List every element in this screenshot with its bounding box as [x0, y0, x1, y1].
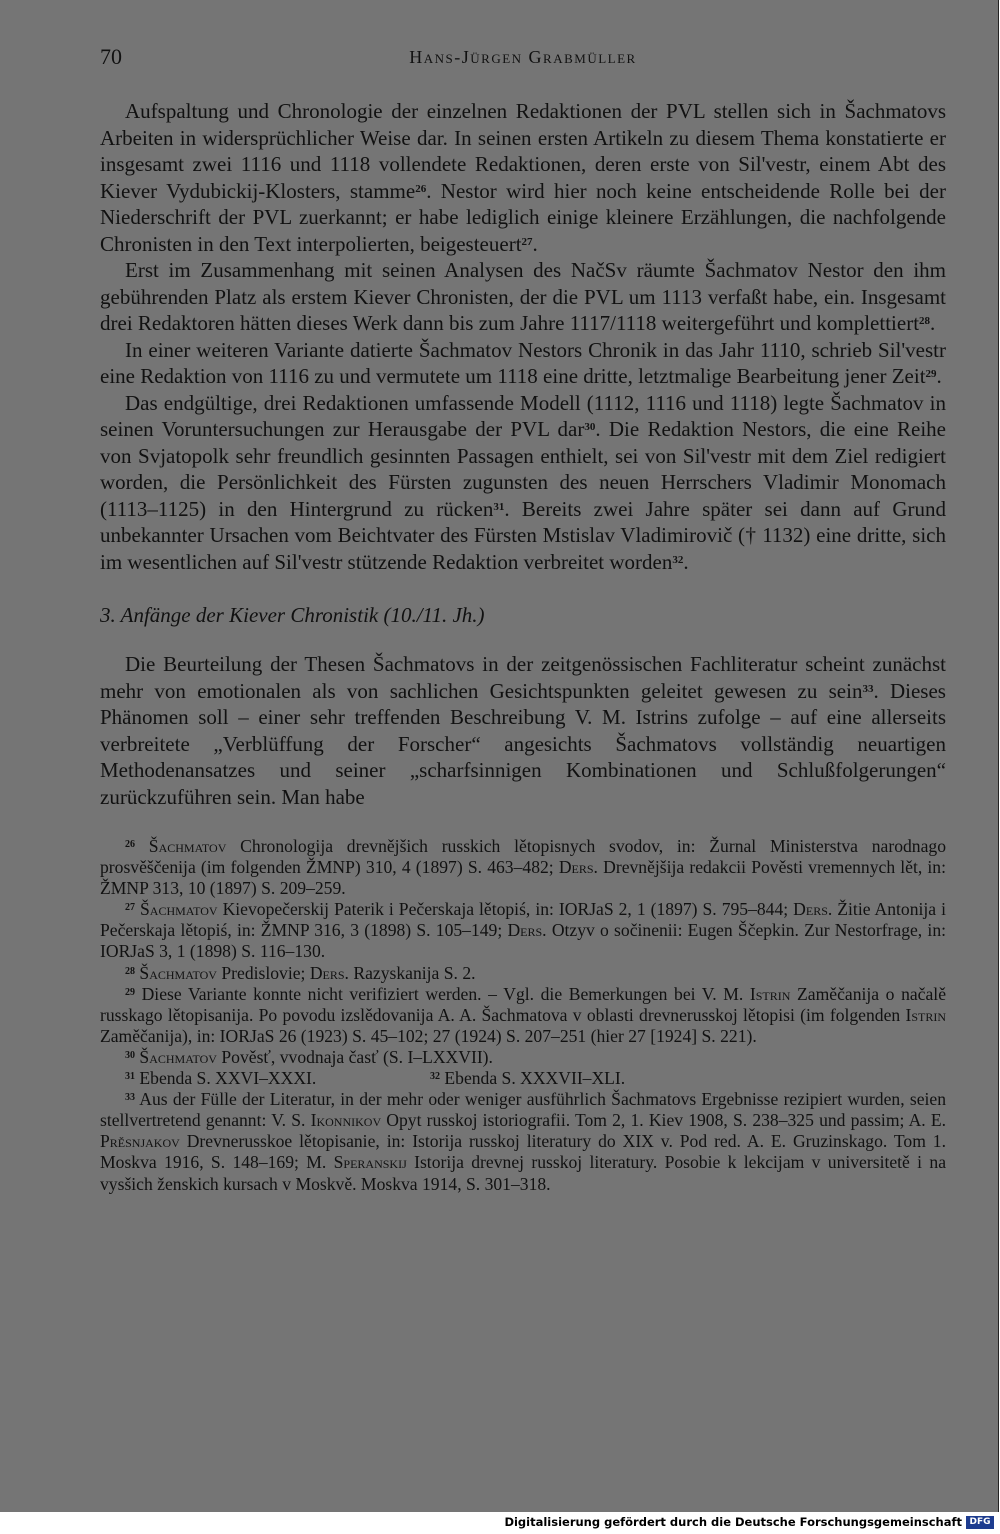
paragraph-3: In einer weiteren Variante datierte Šachmatov Nestors Chronik in das Jahr 1110, schrieb Sil'vestr eine Redaktion von 1116 zu und vermutete um 1118 eine dritte, letztmalige Bearbeitung jener Zeit$^{29}$. [100, 337, 946, 388]
footnote-ref-32[interactable]: 32 [672, 553, 684, 566]
footnote-ref-26[interactable]: 26 [415, 182, 427, 195]
running-head: Hans-Jürgen Grabmüller [409, 47, 637, 67]
footer-credit: Digitalisierung gefördert durch die Deutsche Forschungsgemeinschaft [504, 1515, 962, 1529]
footnote-ref-30[interactable]: 30 [584, 421, 596, 433]
paragraph-2: Erst im Zusammenhang mit seinen Analysen des NačSv räumte Šachmatov Nestor den ihm gebührenden Platz als erstem Kiever Chronisten, der die PVL um 1113 verfaßt habe, ein. Insgesamt drei Redaktoren hätten dieses Werk dann bis zum Jahre 1117/1118 weitergeführt und komplettiert$^{28}$. [100, 258, 946, 335]
page-header [100, 44, 946, 74]
footnote-ref-31[interactable]: 31 [493, 500, 505, 513]
footnote-30: $^{30}$ Šachmatov Pověsť, vvodnaja časť (S. I–LXXVII). [125, 1046, 493, 1067]
footnote-33: $^{33}$ Aus der Fülle der Literatur, in der mehr oder weniger ausführlich Šachmatovs Ergebnisse rezipiert wurden, seien stellvertretend genannt: V. S. Ikonnikov Opyt russkoj istoriografii. Tom 2, 1. Kiev 1908, S. 238–325 und passim; A. E. Prěsnjakov Drevnerusskoe lětopisanie, in: Istorija russkoj literatury do XIX v. Pod red. A. E. Gruzinskago. Tom 1. Moskva 1916, S. 148–169; M. Speranskij Istorija drevnej russkoj literatury. Posobie k lekcijam v universitetě i na vysšich ženskich kursach v Moskvě. Moskva 1914, S. 301–318. [100, 1089, 947, 1194]
footnotes [100, 836, 946, 1195]
footer-bar [0, 1512, 1000, 1534]
footnote-32: $^{32}$ Ebenda S. XXXVII–XLI. [430, 1068, 626, 1089]
footnote-29: $^{29}$ Diese Variante konnte nicht verifiziert werden. – Vgl. die Bemerkungen bei V. M. Istrin Zaměčanija o načalě russkago lětopisanija. Po povodu izslědovanija A. A. Šachmatova v oblasti drevnerusskoj lětopisi (im folgenden Istrin Zaměčanija), in: IORJaS 26 (1923) S. 45–102; 27 (1924) S. 207–251 (hier 27 [1924] S. 221). [100, 983, 946, 1046]
footnote-ref-28[interactable]: 28 [919, 315, 931, 327]
paragraph-1: Aufspaltung und Chronologie der einzelnen Redaktionen der PVL stellen sich in Šachmatovs Arbeiten in widersprüchlicher Weise dar. In seinen ersten Artikeln zu diesem Thema konstatierte er insgesamt zwei 1116 und 1118 vollendete Redaktionen, deren erste von Sil'vestr, einem Abt des Kiever Vydubickij-Klosters, stamme$^{26}$. Nestor wird hier noch keine entscheidende Rolle bei der Niederschrift der PVL zuerkannt; er habe lediglich einige kleinere Erzählungen, die nachfolgende Chronisten in den Text interpolierten, beigesteuert$^{27}$. [100, 99, 946, 256]
page-body [100, 98, 946, 1195]
footnote-pair [100, 1068, 946, 1089]
page-number: 70 [100, 44, 122, 69]
footnote-28: $^{28}$ Šachmatov Predislovie; Ders. Razyskanija S. 2. [125, 962, 476, 983]
dfg-logo: DFG [966, 1516, 994, 1529]
section-heading: 3. Anfänge der Kiever Chronistik (10./11. Jh.) [100, 603, 485, 627]
footnote-26: $^{26}$ Šachmatov Chronologija drevnějšich russkich lětopisnych svodov, in: Žurnal Ministerstva narodnago prosvěščenija (im folgenden ŽMNP) 310, 4 (1897) S. 463–482; Ders. Drevnějšija redakcii Pověsti vremennych lět, in: ŽMNP 313, 10 (1897) S. 209–259. [100, 836, 946, 899]
footnote-ref-33[interactable]: 33 [862, 682, 874, 695]
footnote-ref-27[interactable]: 27 [521, 235, 533, 248]
paragraph-4: Das endgültige, drei Redaktionen umfassende Modell (1112, 1116 und 1118) legte Šachmatov in seinen Voruntersuchungen zur Herausgabe der PVL dar$^{30}$. Die Redaktion Nestors, die eine Reihe von Svjatopolk sehr freundlich gesinnten Passagen enthielt, sei von Sil'vestr mit dem Ziel redigiert worden, die Persönlichkeit des Fürsten zugunsten des neuen Herrschers Vladimir Monomach (1113–1125) in den Hintergrund zu rücken$^{31}$. Bereits zwei Jahre später sei dann auf Grund unbekannter Ursachen vom Beichtvater des Fürsten Mstislav Vladimirovič († 1132) eine dritte, sich im wesentlichen auf Sil'vestr stützende Redaktion verbreitet worden$^{32}$. [100, 390, 946, 574]
footnote-27: $^{27}$ Šachmatov Kievopečerskij Paterik i Pečerskaja lětopiś, in: IORJaS 2, 1 (1897) S. 795–844; Ders. Žitie Antonija i Pečerskaja lětopiś, in: ŽMNP 316, 3 (1898) S. 105–149; Ders. Otzyv o sočinenii: Eugen Ščepkin. Zur Nestorfrage, in: IORJaS 3, 1 (1898) S. 116–130. [100, 899, 947, 962]
footnote-ref-29[interactable]: 29 [925, 368, 937, 380]
section-paragraph: Die Beurteilung der Thesen Šachmatovs in der zeitgenössischen Fachliteratur scheint zunächst mehr von emotionalen als von sachlichen Gesichtspunkten geleitet gewesen zu sein$^{33}$. Dieses Phänomen soll – einer sehr treffenden Beschreibung V. M. Istrins zufolge – auf eine allerseits verbreitete „Verblüffung der Forscher“ angesichts Šachmatovs vollständig neuartigen Methodenansatzes und seiner „scharfsinnigen Kombinationen und Schlußfolgerungen“ zurückzuführen sein. Man habe [100, 652, 946, 809]
footnote-31: $^{31}$ Ebenda S. XXVI–XXXI. [125, 1068, 317, 1089]
